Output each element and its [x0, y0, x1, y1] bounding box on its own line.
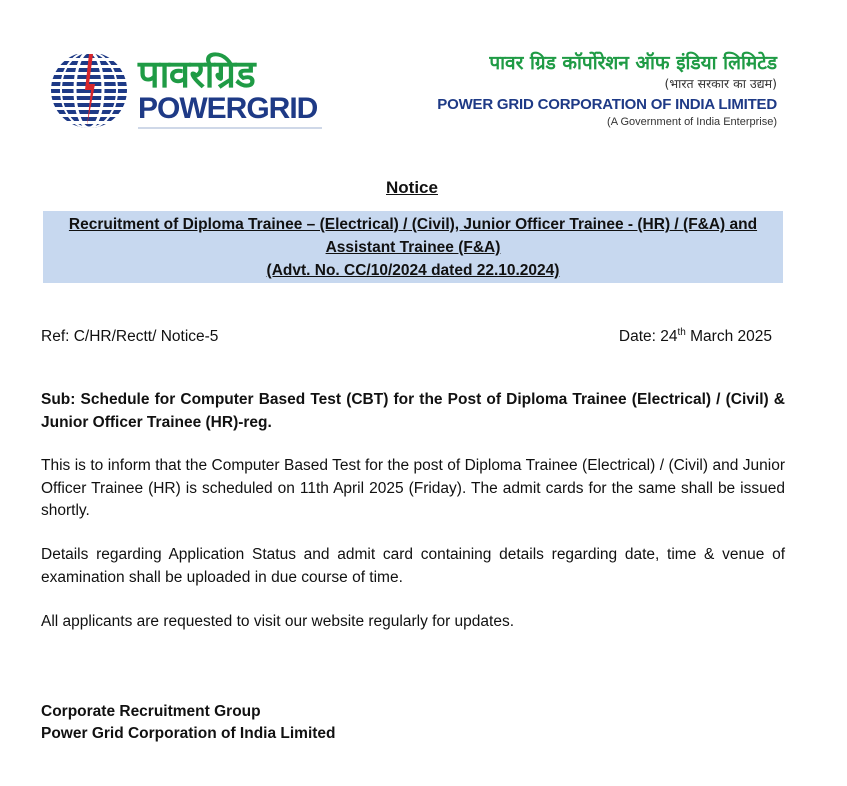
signature-organization: Power Grid Corporation of India Limited: [41, 725, 336, 742]
company-subtitle-hindi: (भारत सरकार का उद्यम): [664, 76, 777, 91]
company-name-english: POWER GRID CORPORATION OF INDIA LIMITED: [437, 96, 777, 113]
body-paragraph-admit-card: Details regarding Application Status and admit card containing details regarding date, time & venue of examination shall be uploaded in due course of time.: [41, 546, 785, 586]
body-paragraph-cbt-schedule: This is to inform that the Computer Based Test for the post of Diploma Trainee (Electrical) / (Civil) and Junior Officer Trainee (HR) is scheduled on 11th April 2025 (Friday). The admit cards for the same shall be issued shortly.: [41, 457, 785, 519]
date-ordinal-suffix: th: [677, 326, 686, 338]
reference-number: Ref: C/HR/Rectt/ Notice-5: [41, 328, 219, 345]
advertisement-number-line: (Advt. No. CC/10/2024 dated 22.10.2024): [266, 262, 560, 279]
notice-title: Notice: [386, 178, 438, 197]
signature-department: Corporate Recruitment Group: [41, 703, 261, 720]
recruitment-heading-box: [43, 211, 783, 283]
notice-subject: Sub: Schedule for Computer Based Test (CBT) for the Post of Diploma Trainee (Electrical) / (Civil) & Junior Officer Trainee (HR)-reg.: [41, 391, 785, 431]
powergrid-globe-logo-icon: [46, 50, 132, 130]
logo-underline: [138, 127, 322, 129]
notice-date: [619, 327, 772, 347]
logo-english-text: POWERGRID: [138, 92, 318, 125]
date-rest: March 2025: [685, 328, 772, 345]
company-subtitle-english: (A Government of India Enterprise): [607, 116, 777, 128]
company-name-hindi: पावर ग्रिड कॉर्पोरेशन ऑफ इंडिया लिमिटेड: [489, 52, 777, 74]
recruitment-line-1: Recruitment of Diploma Trainee – (Electrical) / (Civil), Junior Officer Trainee - (HR) / (F&A) and: [68, 216, 758, 233]
date-prefix: Date: 24: [618, 328, 678, 345]
logo-hindi-text: पावरग्रिड: [138, 52, 256, 96]
body-paragraph-website: All applicants are requested to visit our website regularly for updates.: [41, 613, 514, 630]
recruitment-line-2: Assistant Trainee (F&A): [325, 239, 501, 256]
